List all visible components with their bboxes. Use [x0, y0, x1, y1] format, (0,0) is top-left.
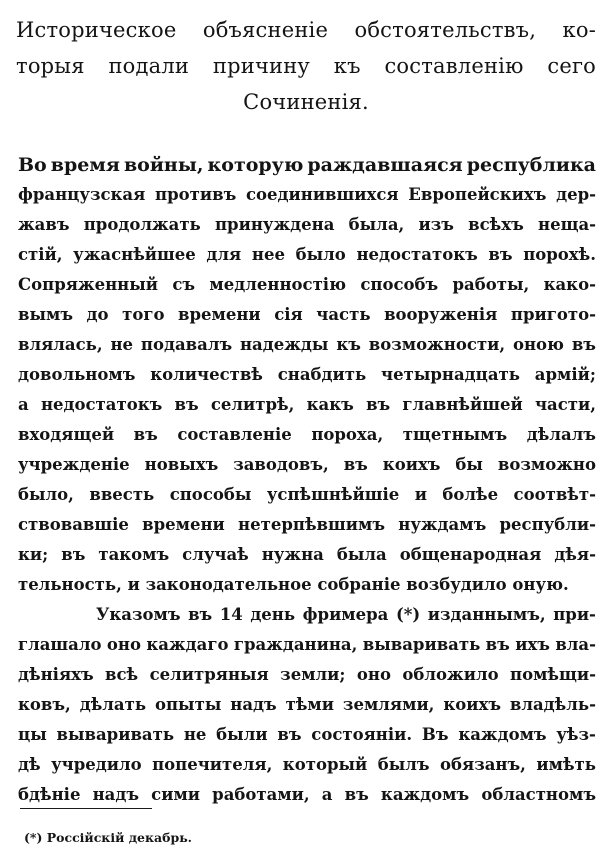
title-line-3: Сочиненія. [243, 90, 369, 114]
word: было, [18, 485, 74, 504]
word: дѣлать [79, 695, 147, 714]
word: французская [18, 185, 146, 204]
word: продолжать [83, 215, 201, 234]
word: времени [178, 305, 261, 324]
text-line [18, 270, 596, 300]
word: каждаго [146, 635, 229, 654]
word: дѣя- [554, 545, 596, 564]
text-line [18, 690, 596, 720]
word: для [206, 245, 242, 264]
text-line [18, 180, 596, 210]
word: а [18, 395, 29, 414]
text-line [18, 630, 596, 660]
word: изъ [418, 215, 454, 234]
word: дѣніяхъ [18, 665, 94, 684]
word: болѣе [442, 485, 499, 504]
word: недостатокъ [40, 395, 163, 414]
text-line [18, 330, 596, 360]
word: принуждена [214, 215, 335, 234]
word: сими [151, 785, 201, 804]
text-line [18, 210, 596, 240]
word: всѣхъ [468, 215, 524, 234]
word: дер- [556, 185, 596, 204]
chapter-title [16, 12, 596, 120]
word: возможности, [368, 335, 506, 354]
text-line [18, 600, 596, 630]
word: тѣми [285, 695, 335, 714]
word: медленностію [209, 275, 346, 294]
word: входящей [18, 425, 115, 444]
word: способы [169, 485, 252, 504]
word: въ [277, 725, 302, 744]
word: опыты [154, 695, 222, 714]
word: противъ [155, 185, 237, 204]
word: гражданина, [233, 635, 358, 654]
word: обложило [402, 665, 499, 684]
title-line-2 [16, 48, 596, 84]
word: коихъ [382, 455, 441, 474]
word: части, [534, 395, 596, 414]
word: учредило [51, 755, 142, 774]
word: снабдить [277, 365, 367, 384]
word: состояніи. [311, 725, 413, 744]
text-line [18, 480, 596, 510]
text-line [18, 390, 596, 420]
word: количествѣ [150, 365, 263, 384]
text-line [18, 780, 596, 810]
word: всѣ [105, 665, 139, 684]
word: объясненіе [202, 18, 329, 42]
word: ствовавшіе [18, 515, 129, 534]
word: которую [207, 154, 304, 176]
text-line [18, 750, 596, 780]
word: нужна [261, 545, 324, 564]
word: вла- [555, 635, 596, 654]
word: работы, [452, 275, 530, 294]
word: Сопряженный [18, 275, 159, 294]
word: новыхъ [144, 455, 219, 474]
word: въ [174, 395, 199, 414]
word: влялась, [18, 335, 103, 354]
word: какъ [306, 395, 354, 414]
word: глашало [18, 635, 102, 654]
word: армій; [534, 365, 596, 384]
word: (*) [395, 605, 421, 624]
word: была [336, 545, 387, 564]
word: каждомъ [458, 725, 547, 744]
word: не [183, 725, 207, 744]
word: способъ [360, 275, 439, 294]
word: того [122, 305, 165, 324]
word: время [50, 154, 120, 176]
word: съ [172, 275, 196, 294]
word: случаѣ [182, 545, 249, 564]
text-line [18, 420, 596, 450]
word: въ [343, 455, 368, 474]
word: оною [512, 335, 564, 354]
word: уѣз- [556, 725, 596, 744]
body-text [18, 150, 596, 810]
word: сего [547, 54, 596, 78]
word: четырнадцать [381, 365, 520, 384]
word: ко- [562, 18, 596, 42]
word: общенародная [399, 545, 542, 564]
word: жавъ [18, 215, 70, 234]
word: недостатокъ [356, 245, 478, 264]
word: причину [212, 54, 310, 78]
word: надъ [230, 695, 277, 714]
word: въ [344, 785, 369, 804]
word: ки; [18, 545, 49, 564]
word: въ [61, 545, 86, 564]
text-line [18, 240, 596, 270]
word: Указомъ [96, 605, 181, 624]
word: въ [571, 335, 596, 354]
word: Европейскихъ [408, 185, 547, 204]
word: соотвѣт- [513, 485, 596, 504]
word: въ [488, 245, 513, 264]
word: заводовъ, [233, 455, 329, 474]
word: довольномъ [18, 365, 136, 384]
text-line [18, 150, 596, 180]
footnote: (*) Россійскій декабрь. [24, 830, 193, 845]
word: въ [133, 425, 158, 444]
word: сія [274, 305, 303, 324]
word: вываривать [362, 635, 481, 654]
word: въ [188, 605, 213, 624]
footnote-divider [20, 808, 152, 809]
word: земли; [280, 665, 346, 684]
text-line [18, 540, 596, 570]
word: республи- [499, 515, 596, 534]
text-line [18, 720, 596, 750]
word: до [86, 305, 109, 324]
word: раждавшаяся [307, 154, 463, 176]
word: день [250, 605, 296, 624]
word: который [282, 755, 368, 774]
word: попечителя, [152, 755, 273, 774]
word: вооруженія [384, 305, 498, 324]
word: стій, [18, 245, 63, 264]
word: бдѣніе [18, 785, 81, 804]
text-line [18, 450, 596, 480]
word: главнѣйшей [402, 395, 523, 414]
word: помѣщи- [510, 665, 596, 684]
word: како- [543, 275, 596, 294]
word: имѣть [536, 755, 596, 774]
word: въ [485, 635, 510, 654]
title-line-1 [16, 12, 596, 48]
word: пригото- [510, 305, 596, 324]
word: работами, [212, 785, 310, 804]
word: нее [251, 245, 285, 264]
word: составленію [384, 54, 524, 78]
word: оно [106, 635, 141, 654]
word: надежды [239, 335, 329, 354]
word: времени [142, 515, 225, 534]
text-line [18, 360, 596, 390]
text-line [18, 660, 596, 690]
paragraph-1 [18, 150, 596, 600]
word: коихъ [443, 695, 501, 714]
word: обстоятельствъ, [354, 18, 537, 42]
text-line: тельность, и законодательное собраніе возбудило оную. [18, 575, 569, 594]
word: обязанъ, [440, 755, 526, 774]
word: были [216, 725, 268, 744]
paragraph-2 [18, 600, 596, 810]
word: успѣшнѣйшіе [266, 485, 400, 504]
word: дѣлалъ [526, 425, 596, 444]
word: ковъ, [18, 695, 71, 714]
word: Въ [421, 725, 449, 744]
word: ужаснѣйшее [73, 245, 196, 264]
word: вымъ [18, 305, 73, 324]
word: а [321, 785, 333, 804]
word: дѣ [18, 755, 41, 774]
word: ихъ [515, 635, 550, 654]
word: порохѣ. [523, 245, 596, 264]
word: оно [356, 665, 391, 684]
word: бы [455, 455, 483, 474]
word: республика [466, 154, 596, 176]
word: областномъ [481, 785, 596, 804]
word: и [414, 485, 427, 504]
word: въ [366, 395, 391, 414]
word: было [295, 245, 346, 264]
word: надъ [92, 785, 140, 804]
word: селитряныя [149, 665, 269, 684]
word: вываривать [56, 725, 175, 744]
word: владѣль- [509, 695, 596, 714]
word: торыя [16, 54, 85, 78]
word: составленіе [177, 425, 292, 444]
word: тщетнымъ [402, 425, 508, 444]
word: подавалъ [140, 335, 233, 354]
word: ввесть [89, 485, 155, 504]
word: такомъ [98, 545, 170, 564]
word: при- [553, 605, 596, 624]
word: изданнымъ, [427, 605, 546, 624]
word: возможно [497, 455, 596, 474]
word: пороха, [311, 425, 384, 444]
word: цы [18, 725, 47, 744]
word: нещa- [538, 215, 596, 234]
word: не [110, 335, 134, 354]
text-line [18, 300, 596, 330]
word: Историческое [16, 18, 177, 42]
word: къ [333, 54, 361, 78]
word: нетерпѣвшимъ [238, 515, 385, 534]
word: 14 [219, 605, 243, 624]
word: каждомъ [380, 785, 470, 804]
word: войны, [123, 154, 204, 176]
word: подали [108, 54, 190, 78]
word: Во [18, 154, 47, 176]
word: нуждамъ [398, 515, 487, 534]
word: къ [336, 335, 361, 354]
word: была, [348, 215, 405, 234]
word: соединившихся [245, 185, 399, 204]
word: фримера [302, 605, 389, 624]
word: учрежденіе [18, 455, 130, 474]
word: селитрѣ, [210, 395, 295, 414]
text-line [18, 510, 596, 540]
word: землями, [342, 695, 435, 714]
word: часть [316, 305, 371, 324]
word: былъ [377, 755, 430, 774]
